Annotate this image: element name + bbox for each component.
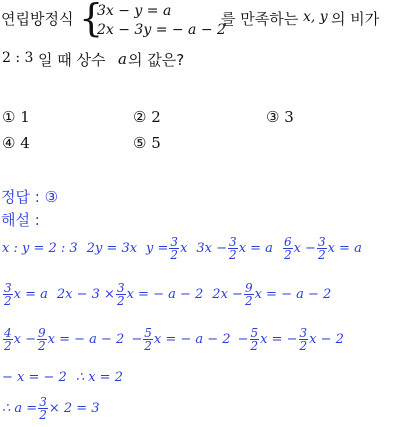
choice-mark: ④ (2, 134, 16, 152)
problem-vars: x, y (303, 9, 328, 25)
problem-ratio: 2 : 3 (2, 50, 34, 66)
expr: y = $\frac{3}{2}$ x (146, 235, 188, 262)
choice-4[interactable] (2, 134, 30, 152)
answer-label: 정답 : (1, 188, 40, 206)
fraction: $\frac{3}{2}$ (170, 235, 179, 262)
fraction: $\frac{9}{2}$ (244, 281, 253, 308)
explanation-line-4 (2, 370, 123, 385)
explanation-line-2 (2, 282, 331, 307)
fraction: $\frac{3}{2}$ (39, 395, 47, 422)
fraction: $\frac{3}{2}$ (4, 281, 12, 308)
explanation-line-3 (2, 327, 344, 352)
problem-const: a (118, 50, 127, 68)
equation-1: 3x − y = a (97, 3, 172, 19)
expr: − $\frac{5}{2}$ x = − $\frac{3}{2}$ x − 2 (237, 326, 344, 353)
expr: ∴ a = $\frac{3}{2}$ × 2 = 3 (2, 395, 100, 422)
choice-1[interactable] (2, 108, 30, 126)
choice-5[interactable] (133, 134, 161, 152)
fraction: $\frac{6}{2}$ (283, 235, 292, 262)
expr: 2y = 3x (86, 241, 138, 256)
fraction: $\frac{4}{2}$ (4, 326, 12, 353)
equation-2: 2x − 3y = − a − 2 (97, 22, 226, 38)
fraction: $\frac{3}{2}$ (229, 235, 237, 262)
ratio-expr: x : y = 2 : 3 (2, 241, 78, 256)
choice-value: 1 (20, 108, 30, 126)
answer-mark: ③ (44, 188, 59, 206)
expr: $\frac{4}{2}$ x − $\frac{9}{2}$ x = − a − 2 (4, 326, 125, 353)
expr: 3x − $\frac{3}{2}$ x = a (196, 235, 273, 262)
choice-mark: ⑤ (133, 134, 147, 152)
problem-mid: 를 만족하는 (221, 10, 299, 28)
problem-suffix: 의 비가 (331, 10, 380, 28)
expr: − x = − 2 (2, 370, 67, 385)
expr: $\frac{3}{2}$ x = a (4, 281, 48, 308)
fraction: $\frac{3}{2}$ (317, 235, 326, 262)
explanation-label: 해설 : (1, 211, 40, 229)
expr: 2x − $\frac{9}{2}$ x = − a − 2 (212, 281, 332, 308)
problem-line2-a: 일 때 상수 (38, 51, 106, 69)
choice-value: 3 (284, 108, 294, 126)
expr: 2x − 3 × $\frac{3}{2}$ x = − a − 2 (56, 281, 204, 308)
problem-prefix: 연립방정식 (1, 10, 74, 28)
choice-3[interactable] (266, 108, 294, 126)
choice-value: 5 (151, 134, 161, 152)
choice-2[interactable] (133, 108, 161, 126)
fraction: $\frac{5}{2}$ (250, 326, 259, 353)
expr: ∴ x = 2 (75, 370, 123, 385)
choice-mark: ② (133, 108, 147, 126)
fraction: $\frac{9}{2}$ (38, 326, 46, 353)
choice-mark: ① (2, 108, 16, 126)
answer (1, 186, 58, 207)
explanation-line-5 (2, 396, 100, 421)
choice-value: 4 (20, 134, 30, 152)
system-brace: { (79, 0, 104, 40)
problem-line2-b: 의 값은? (128, 51, 185, 69)
explanation-line-1 (2, 236, 362, 261)
fraction: $\frac{3}{2}$ (299, 326, 308, 353)
expr: − $\frac{5}{2}$ x = − a − 2 (131, 326, 231, 353)
fraction: $\frac{5}{2}$ (144, 326, 152, 353)
fraction: $\frac{3}{2}$ (116, 281, 125, 308)
expr: $\frac{6}{2}$ x − $\frac{3}{2}$ x = a (283, 235, 362, 262)
choice-mark: ③ (266, 108, 280, 126)
choice-value: 2 (151, 108, 161, 126)
